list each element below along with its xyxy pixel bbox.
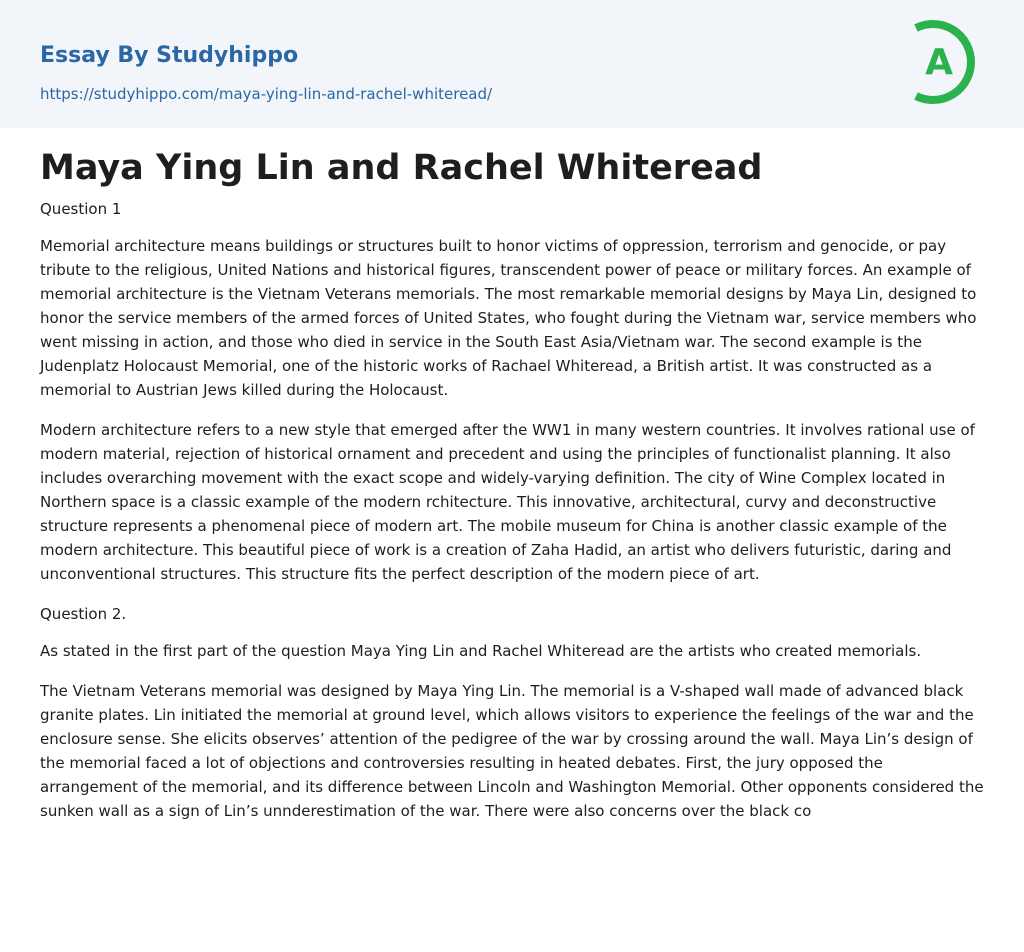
essay-paragraph-1: Memorial architecture means buildings or structures built to honor victims of oppression, terrorism and genocide, or pay tribute to the religious, United Nations and historical figures, transcendent power of peace or military forces. An example of memorial architecture is the Vietnam Veterans memorials. The most remarkable memorial designs by Maya Lin, designed to honor the service members of the armed forces of United States, who fought during the Vietnam war, service members who went missing in action, and those who died in service in the South East Asia/Vietnam war. The second example is the Judenplatz Holocaust Memorial, one of the historic works of Rachael Whiteread, a British artist. It was constructed as a memorial to Austrian Jews killed during the Holocaust. xyxy=(40,237,977,399)
essay-paragraph-2: Modern architecture refers to a new style that emerged after the WW1 in many western countries. It involves rational use of modern material, rejection of historical ornament and precedent and using the principles of functionalist planning. It also includes overarching movement with the exact scope and widely-varying definition. The city of Wine Complex located in Northern space is a classic example of the modern rchitecture. This innovative, architectural, curvy and deconstructive structure represents a phenomenal piece of modern art. The mobile museum for China is another classic example of the modern architecture. This beautiful piece of work is a creation of Zaha Hadid, an artist who delivers futuristic, daring and unconventional structures. This structure fits the perfect description of the modern piece of art. xyxy=(40,421,975,583)
brand-title: Essay By Studyhippo xyxy=(40,43,299,68)
studyhippo-logo-icon[interactable] xyxy=(908,16,990,108)
essay-paragraph-4: The Vietnam Veterans memorial was designed by Maya Ying Lin. The memorial is a V-shaped wall made of advanced black granite plates. Lin initiated the memorial at ground level, which allows visitors to experience the feelings of the war and the enclosure sense. She elicits observes’ attention of the pedigree of the war by crossing around the wall. Maya Lin’s design of the memorial faced a lot of objections and controversies resulting in heated debates. First, the jury opposed the arrangement of the memorial, and its difference between Lincoln and Washington Memorial. Other opponents considered the sunken wall as a sign of Lin’s unnderestimation of the war. There were also concerns over the black co xyxy=(40,682,984,820)
essay-paragraph-3: As stated in the first part of the question Maya Ying Lin and Rachel Whiteread are the artists who created memorials. xyxy=(40,642,922,660)
essay-content xyxy=(40,143,984,823)
logo-letter: A xyxy=(925,42,953,83)
site-header xyxy=(0,0,1024,128)
question-2-heading: Question 2. xyxy=(40,605,127,623)
page-title: Maya Ying Lin and Rachel Whiteread xyxy=(40,148,763,188)
source-url-link[interactable]: https://studyhippo.com/maya-ying-lin-and-rachel-whiteread/ xyxy=(40,85,493,103)
question-1-heading: Question 1 xyxy=(40,200,122,218)
